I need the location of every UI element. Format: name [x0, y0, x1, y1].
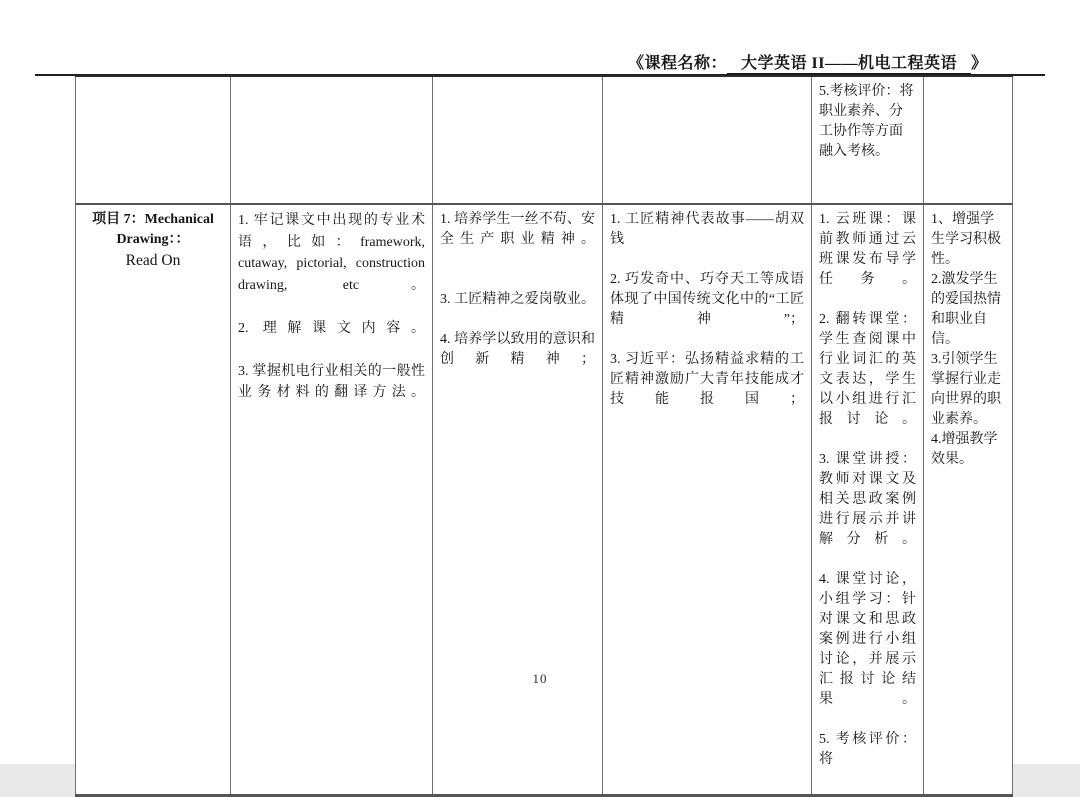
syllabus-table: [75, 75, 1013, 797]
empty-cell-knowledge: [231, 76, 433, 204]
expected-outcomes-cell: [924, 204, 1013, 796]
outcome-item: 2.激发学生的爱国热情和职业自信。: [931, 272, 1001, 347]
method-item: 1. 云班课：课前教师通过云班课发布导学任务。: [819, 212, 916, 287]
empty-cell-project: [76, 76, 231, 204]
course-name-label: 《课程名称：: [628, 55, 728, 72]
empty-cell-ideology: [603, 76, 812, 204]
knowledge-goal-item: 1. 牢记课文中出现的专业术语，比如：framework, cutaway, pictorial, construction drawing, etc。: [238, 213, 425, 293]
ideology-elements-cell: [603, 204, 812, 796]
ideology-item: 2. 巧发奇中、巧夺天工等成语体现了中国传统文化中的“工匠精神”；: [610, 272, 804, 327]
quality-goal-item: 3. 工匠精神之爱岗敬业。: [440, 292, 595, 307]
course-name-close-bracket: 》: [970, 55, 988, 72]
project-subtitle: Read On: [125, 252, 181, 269]
page-number: 10: [532, 671, 548, 686]
carryover-teaching-methods-cell: [812, 76, 924, 204]
project-row: [76, 204, 1013, 796]
teaching-methods-cell: [812, 204, 924, 796]
method-item: 2. 翻转课堂：学生查阅课中行业词汇的英文表达，学生以小组进行汇报讨论。: [819, 312, 916, 427]
ideology-item: 3. 习近平：弘扬精益求精的工匠精神激励广大青年技能成才技能报国；: [610, 352, 804, 407]
outcome-item: 4.增强教学效果。: [931, 432, 998, 467]
empty-cell-outcomes: [924, 76, 1013, 204]
project-title-line: 项目 7：Mechanical: [92, 212, 214, 227]
course-name-value: 大学英语 II——机电工程英语: [727, 55, 971, 75]
empty-cell-quality: [433, 76, 603, 204]
outcome-item: 1、增强学生学习积极性。: [931, 212, 1001, 267]
quality-goal-item: 1. 培养学生一丝不苟、安全生产职业精神。: [440, 212, 595, 247]
knowledge-goal-item: 2. 理解课文内容。: [238, 320, 425, 336]
project-title-line: Drawing：：: [116, 232, 190, 247]
method-item: 4. 课堂讨论，小组学习：针对课文和思政案例进行小组讨论，并展示汇报讨论结果。: [819, 572, 916, 707]
quality-goals-cell: [433, 204, 603, 796]
project-title-cell: [76, 204, 231, 796]
method-item: 3. 课堂讲授：教师对课文及相关思政案例进行展示并讲解分析。: [819, 452, 916, 547]
ideology-item: 1. 工匠精神代表故事——胡双钱: [610, 212, 804, 247]
knowledge-goals-cell: [231, 204, 433, 796]
outcome-item: 3.引领学生掌握行业走向世界的职业素养。: [931, 352, 1001, 427]
method-item: 5.考核评价：将职业素养、分工协作等方面融入考核。: [819, 84, 914, 159]
method-item: 5. 考核评价：将: [819, 732, 916, 767]
quality-goal-item: 4. 培养学以致用的意识和创新精神；: [440, 332, 595, 367]
course-title-header: [628, 50, 988, 73]
carryover-row: [76, 76, 1013, 204]
knowledge-goal-item: 3. 掌握机电行业相关的一般性业务材料的翻译方法。: [238, 363, 425, 400]
